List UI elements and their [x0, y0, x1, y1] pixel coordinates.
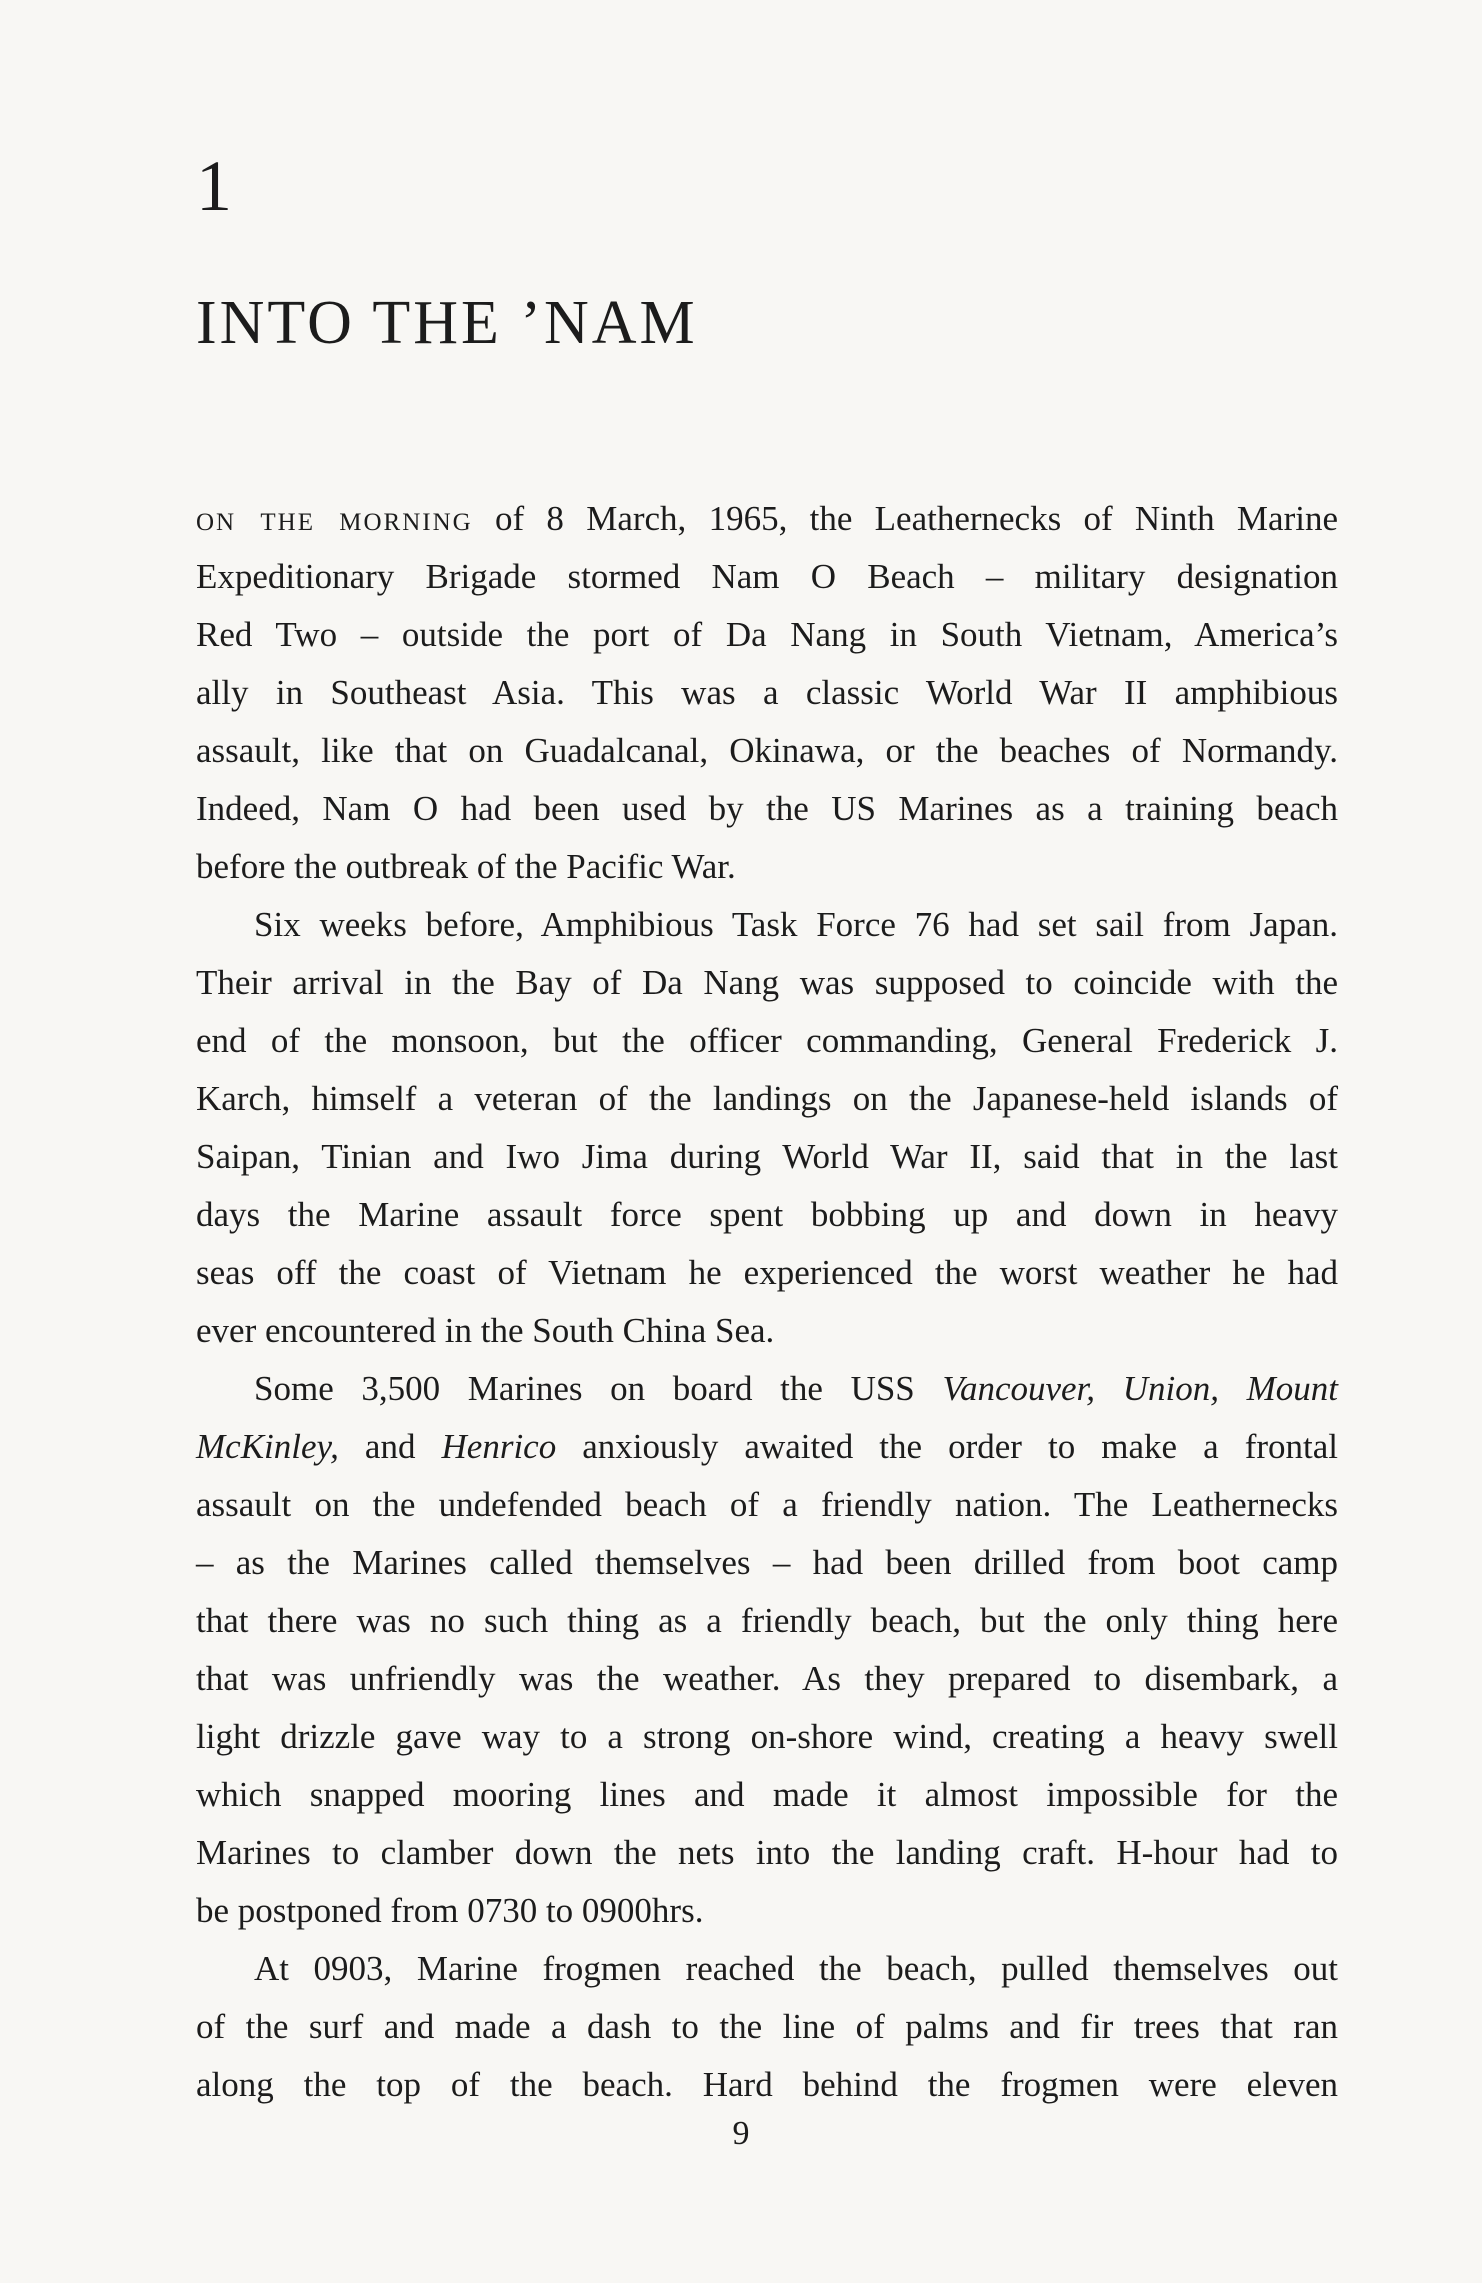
text-line: Karch, himself a veteran of the landings on the Japanese-held islands of — [196, 1079, 1338, 1118]
text-line: light drizzle gave way to a strong on-shore wind, creating a heavy swell — [196, 1717, 1338, 1756]
text-line: of the surf and made a dash to the line of palms and fir trees that ran — [196, 2007, 1338, 2046]
body-text — [196, 490, 1338, 2114]
line-text: and — [338, 1427, 442, 1466]
chapter-title: INTO THE ’NAM — [196, 289, 698, 357]
text-line: ever encountered in the South China Sea. — [196, 1311, 775, 1350]
text-line: assault, like that on Guadalcanal, Okinawa, or the beaches of Normandy. — [196, 731, 1338, 770]
text-line: end of the monsoon, but the officer commanding, General Frederick J. — [196, 1021, 1338, 1060]
text-line: Indeed, Nam O had been used by the US Marines as a training beach — [196, 789, 1338, 828]
text-line: days the Marine assault force spent bobbing up and down in heavy — [196, 1195, 1338, 1234]
line-text: anxiously awaited the order to make a frontal — [556, 1427, 1338, 1466]
text-line: ally in Southeast Asia. This was a classic World War II amphibious — [196, 673, 1338, 712]
text-line: Six weeks before, Amphibious Task Force 76 had set sail from Japan. — [254, 905, 1338, 944]
chapter-number: 1 — [196, 146, 232, 226]
ship-name-italic: McKinley, — [196, 1427, 339, 1466]
text-line: Red Two – outside the port of Da Nang in South Vietnam, America’s — [196, 615, 1338, 654]
text-line: seas off the coast of Vietnam he experienced the worst weather he had — [196, 1253, 1338, 1292]
line-text: of 8 March, 1965, the Leathernecks of Ninth Marine — [472, 499, 1338, 538]
small-caps-lead: on the morning — [196, 499, 473, 538]
text-line: – as the Marines called themselves – had been drilled from boot camp — [196, 1543, 1338, 1582]
text-line: that was unfriendly was the weather. As they prepared to disembark, a — [196, 1659, 1338, 1698]
ship-names-italic: Vancouver, Union, Mount — [942, 1369, 1338, 1408]
text-line: Saipan, Tinian and Iwo Jima during World War II, said that in the last — [196, 1137, 1338, 1176]
text-line: assault on the undefended beach of a friendly nation. The Leathernecks — [196, 1485, 1338, 1524]
text-line: which snapped mooring lines and made it almost impossible for the — [196, 1775, 1338, 1814]
text-line: At 0903, Marine frogmen reached the beach, pulled themselves out — [254, 1949, 1338, 1988]
text-line: along the top of the beach. Hard behind the frogmen were eleven — [196, 2065, 1338, 2104]
text-line: be postponed from 0730 to 0900hrs. — [196, 1891, 704, 1930]
ship-name-italic: Henrico — [441, 1427, 557, 1466]
paragraph-4 — [196, 1940, 1338, 2114]
text-line: Their arrival in the Bay of Da Nang was supposed to coincide with the — [196, 963, 1338, 1002]
text-line — [196, 490, 1338, 548]
paragraph-3 — [196, 1360, 1338, 1940]
paragraph-1 — [196, 490, 1338, 896]
paragraph-2 — [196, 896, 1338, 1360]
text-line: Expeditionary Brigade stormed Nam O Beach – military designation — [196, 557, 1338, 596]
text-line — [196, 1360, 1338, 1418]
line-text: Some 3,500 Marines on board the USS — [254, 1369, 943, 1408]
text-line: before the outbreak of the Pacific War. — [196, 847, 736, 886]
text-line — [196, 1418, 1338, 1476]
text-line: Marines to clamber down the nets into the landing craft. H-hour had to — [196, 1833, 1338, 1872]
text-line: that there was no such thing as a friendly beach, but the only thing here — [196, 1601, 1338, 1640]
page-number: 9 — [732, 2115, 750, 2152]
